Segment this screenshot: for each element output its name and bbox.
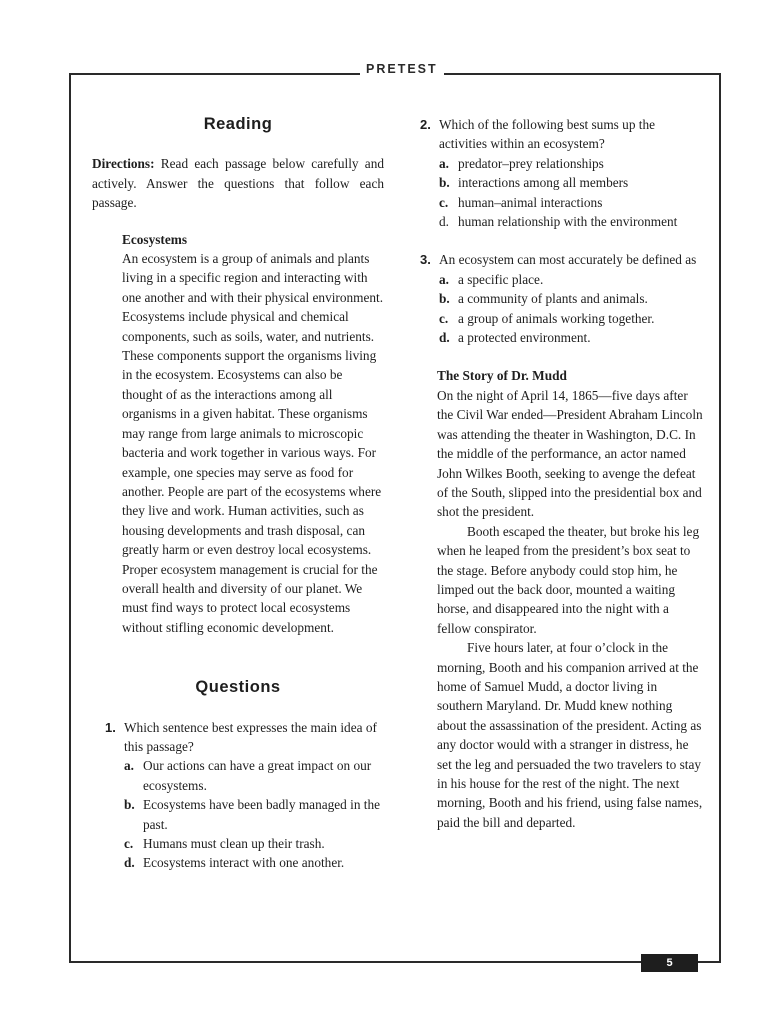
choice-a[interactable] [439,270,703,289]
choice-letter: a. [439,271,449,287]
choice-c[interactable] [124,834,384,853]
directions [92,154,384,212]
choice-text: a protected environment. [458,330,591,346]
choice-c[interactable] [439,309,703,328]
choice-letter: b. [439,175,450,191]
choice-letter: c. [439,310,449,326]
questions-heading: Questions [195,678,281,697]
choice-letter: a. [124,758,134,774]
mudd-paragraph: Booth escaped the theater, but broke his leg when he leaped from the president’s box seat to the stage. Before anybody could stop him, he limped out the back door, mounted a waiting horse, and disappeared into the night with a fellow conspirator. [437,523,700,636]
choice-d[interactable] [439,328,703,347]
question-3 [420,250,703,347]
left-column [92,115,384,873]
question-1 [105,718,384,873]
choice-letter: d. [124,855,135,871]
choice-letter: d. [439,214,449,230]
choice-text: Ecosystems have been badly managed in the past. [143,797,381,832]
choice-letter: d. [439,330,450,346]
right-column [420,115,703,832]
choice-letter: b. [439,291,450,307]
choice-b[interactable] [439,173,703,192]
question-number: 2. [420,117,431,132]
question-text: An ecosystem can most accurately be defined as [439,252,697,268]
reading-heading: Reading [203,115,273,133]
choice-text: Ecosystems interact with one another. [143,855,345,871]
question-number: 1. [105,719,116,735]
choice-letter: b. [124,797,135,813]
mudd-title: The Story of Dr. Mudd [437,368,567,384]
directions-label: Directions: [92,156,155,172]
choice-text: predator–prey relationships [458,155,604,171]
directions-text: Read each passage below carefully and actively. Answer the questions that follow each passage. [92,156,384,211]
pretest-header: PRETEST [360,62,444,76]
choice-letter: a. [439,155,449,171]
choice-text: human–animal interactions [458,194,603,210]
choice-d[interactable] [439,212,703,231]
choice-text: Our actions can have a great impact on our ecosystems. [143,758,372,793]
choice-a[interactable] [124,756,384,795]
question-text: Which of the following best sums up the activities within an ecosystem? [439,117,656,152]
choice-a[interactable] [439,154,703,173]
mudd-paragraph: On the night of April 14, 1865—five days after the Civil War ended—President Abraham Lincoln was attending the theater in Washington, D.C. In the middle of the performance, an actor named John Wilkes Booth, seeking to avenge the defeat of the South, slipped into the presidential box and shot the president. [437,387,703,520]
question-2 [420,115,703,231]
choice-text: Humans must clean up their trash. [143,836,325,851]
choice-text: interactions among all members [458,175,629,191]
ecosystems-text: An ecosystem is a group of animals and plants living in a specific region and interacting with one another and with their physical environment. Ecosystems include physical and chemical components, such as soils, water, and nutrients. These components support the organisms living in the ecosystem. Ecosystems can also be thought of as the interactions among all organisms in a given habitat. These organisms may range from large animals to microscopic bacteria and work together in various ways. For example, one species may serve as food for another. People are part of the ecosystems where they live and work. Human activities, such as housing developments and trash disposal, can greatly harm or even destroy local ecosystems. Proper ecosystem management is crucial for the overall health and diversity of our planet. We must find ways to protect local ecosystems without stifling economic development. [122,251,384,635]
choice-c[interactable] [439,193,703,212]
mudd-passage [437,366,703,832]
ecosystems-title: Ecosystems [122,231,187,247]
choice-letter: c. [439,194,449,210]
mudd-paragraph: Five hours later, at four o’clock in the morning, Booth and his companion arrived at the home of Samuel Mudd, a doctor living in southern Maryland. Dr. Mudd knew nothing about the assassination of the president. Acting as any doctor would with a stranger in distress, he set the leg and persuaded the two travelers to stay in his house for the rest of the night. The next morning, Booth and his friend, using false names, paid the bill and departed. [437,640,703,830]
choice-text: a group of animals working together. [458,310,655,326]
ecosystems-passage [122,230,384,638]
question-number: 3. [420,252,431,268]
choice-letter: c. [124,836,134,851]
choice-d[interactable] [124,853,384,872]
question-text: Which sentence best expresses the main idea of this passage? [124,719,377,754]
page-number: 5 [641,954,698,972]
choice-b[interactable] [124,795,384,834]
choice-text: a specific place. [458,271,544,287]
choice-text: a community of plants and animals. [458,291,648,307]
choice-b[interactable] [439,289,703,308]
choice-text: human relationship with the environment [458,214,678,230]
